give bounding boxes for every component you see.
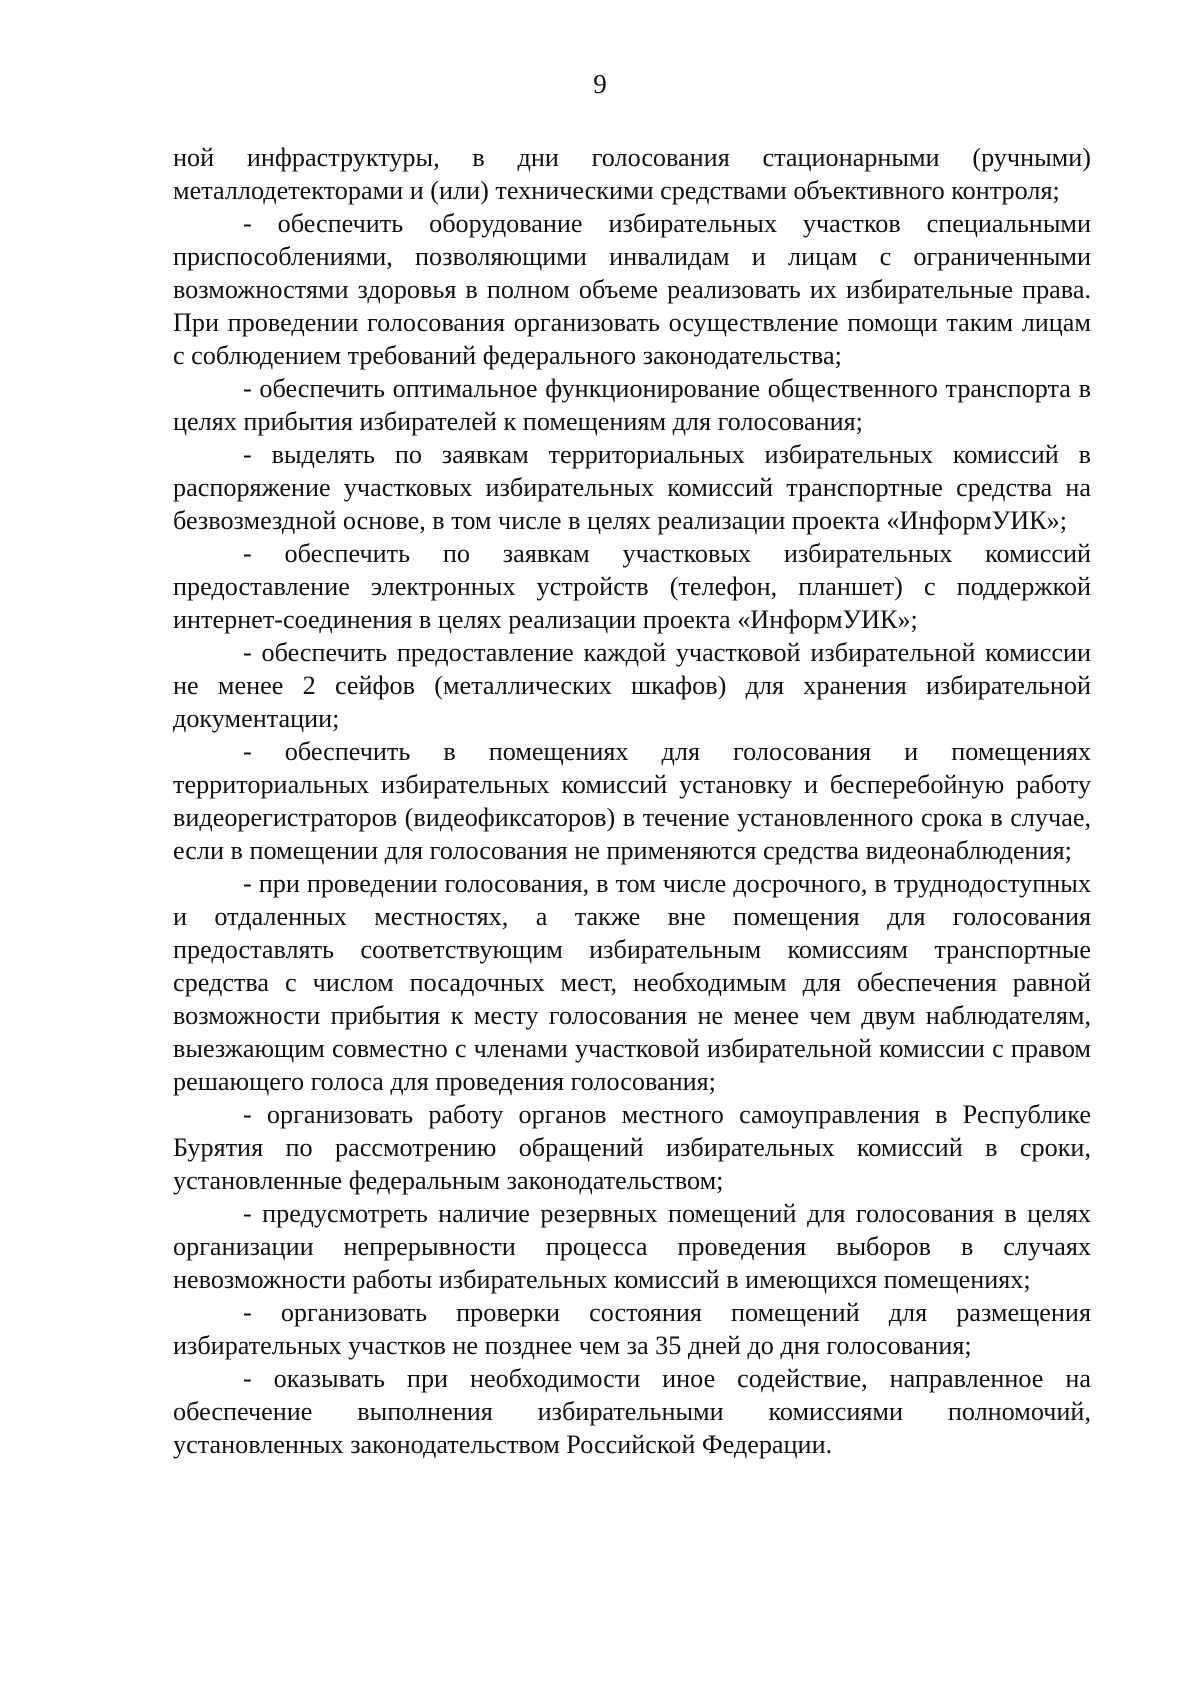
paragraph: - обеспечить оборудование избирательных участков специальными приспособлениями, позволяющими инвалидам и лицам с ограниченными возможностями здоровья в полном объеме реализовать их избирательные права. При проведении голосования организовать осуществление помощи таким лицам с соблюдением требований федерального законодательства; xyxy=(173,209,1091,370)
document-body xyxy=(173,141,1091,1461)
paragraph: - организовать проверки состояния помещений для размещения избирательных участков не позднее чем за 35 дней до дня голосования; xyxy=(173,1298,1091,1360)
paragraph: - обеспечить оптимальное функционирование общественного транспорта в целях прибытия избирателей к помещениям для голосования; xyxy=(173,374,1091,436)
paragraph: - обеспечить предоставление каждой участковой избирательной комиссии не менее 2 сейфов (металлических шкафов) для хранения избирательной документации; xyxy=(173,638,1091,733)
paragraph: ной инфраструктуры, в дни голосования стационарными (ручными) металлодетекторами и (или) техническими средствами объективного контроля; xyxy=(173,143,1091,205)
paragraph: - организовать работу органов местного самоуправления в Республике Бурятия по рассмотрению обращений избирательных комиссий в сроки, установленные федеральным законодательством; xyxy=(173,1100,1091,1195)
page-number: 9 xyxy=(593,69,607,99)
paragraph: - предусмотреть наличие резервных помещений для голосования в целях организации непрерывности процесса проведения выборов в случаях невозможности работы избирательных комиссий в имеющихся помещениях; xyxy=(173,1199,1091,1294)
paragraph: - оказывать при необходимости иное содействие, направленное на обеспечение выполнения избирательными комиссиями полномочий, установленных законодательством Российской Федерации. xyxy=(173,1364,1091,1459)
paragraph: - обеспечить в помещениях для голосования и помещениях территориальных избирательных комиссий установку и бесперебойную работу видеорегистраторов (видеофиксаторов) в течение установленного срока в случае, если в помещении для голосования не применяются средства видеонаблюдения; xyxy=(173,737,1091,865)
paragraph: - при проведении голосования, в том числе досрочного, в труднодоступных и отдаленных местностях, а также вне помещения для голосования предоставлять соответствующим избирательным комиссиям транспортные средства с числом посадочных мест, необходимым для обеспечения равной возможности прибытия к месту голосования не менее чем двум наблюдателям, выезжающим совместно с членами участковой избирательной комиссии с правом решающего голоса для проведения голосования; xyxy=(173,869,1091,1096)
paragraph: - выделять по заявкам территориальных избирательных комиссий в распоряжение участковых избирательных комиссий транспортные средства на безвозмездной основе, в том числе в целях реализации проекта «ИнформУИК»; xyxy=(173,440,1091,535)
paragraph: - обеспечить по заявкам участковых избирательных комиссий предоставление электронных устройств (телефон, планшет) с поддержкой интернет-соединения в целях реализации проекта «ИнформУИК»; xyxy=(173,539,1091,634)
